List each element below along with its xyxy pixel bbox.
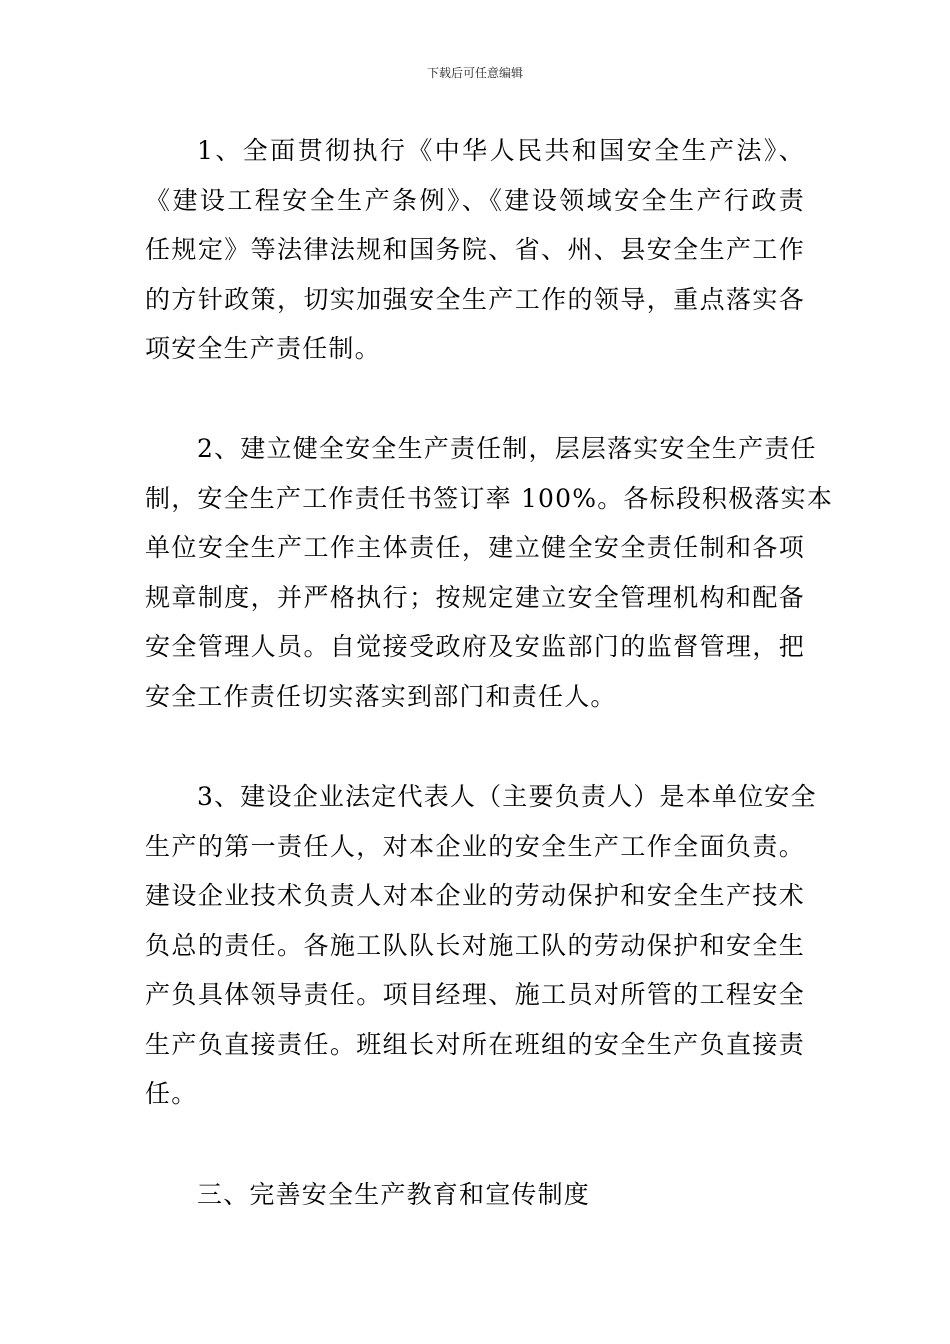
section-heading	[145, 1170, 805, 1220]
paragraph-line: 项安全生产责任制。	[145, 334, 381, 363]
paragraph-line: 任。	[145, 1079, 198, 1108]
paragraph-3	[145, 772, 817, 1119]
paragraph-line: 规章制度，并严格执行；按规定建立安全管理机构和配备	[145, 582, 805, 612]
paragraph-line: 安全工作责任切实落实到部门和责任人。	[145, 681, 617, 711]
paragraph-line: 1、全面贯彻执行《中华人民共和国安全生产法》、	[197, 136, 805, 165]
paragraph-line: 安全管理人员。自觉接受政府及安监部门的监督管理，把	[145, 632, 805, 661]
paragraph-line: 单位安全生产工作主体责任，建立健全安全责任制和各项	[145, 533, 805, 562]
paragraph-line: 制，安全生产工作责任书签订率 100%。各标段积极落实本	[145, 483, 834, 513]
paragraph-1	[145, 126, 805, 374]
paragraph-line: 任规定》等法律法规和国务院、省、州、县安全生产工作	[145, 235, 805, 264]
paragraph-line: 生产负直接责任。班组长对所在班组的安全生产负直接责	[145, 1029, 805, 1059]
paragraph-line: 建设企业技术负责人对本企业的劳动保护和安全生产技术	[145, 881, 805, 910]
paragraph-2	[145, 424, 834, 721]
paragraph-line: 生产的第一责任人，对本企业的安全生产工作全面负责。	[145, 831, 805, 861]
paragraph-line: 的方针政策，切实加强安全生产工作的领导，重点落实各	[145, 284, 805, 314]
section-heading-text: 三、完善安全生产教育和宣传制度	[197, 1180, 591, 1209]
paragraph-line: 产负具体领导责任。项目经理、施工员对所管的工程安全	[145, 980, 805, 1009]
header-note: 下载后可任意编辑	[426, 66, 523, 80]
paragraph-line: 负总的责任。各施工队队长对施工队的劳动保护和安全生	[145, 930, 805, 960]
paragraph-line: 《建设工程安全生产条例》、《建设领域安全生产行政责	[145, 185, 805, 215]
paragraph-line: 3、建设企业法定代表人（主要负责人）是本单位安全	[197, 782, 817, 811]
paragraph-line: 2、建立健全安全生产责任制，层层落实安全生产责任	[197, 434, 817, 463]
